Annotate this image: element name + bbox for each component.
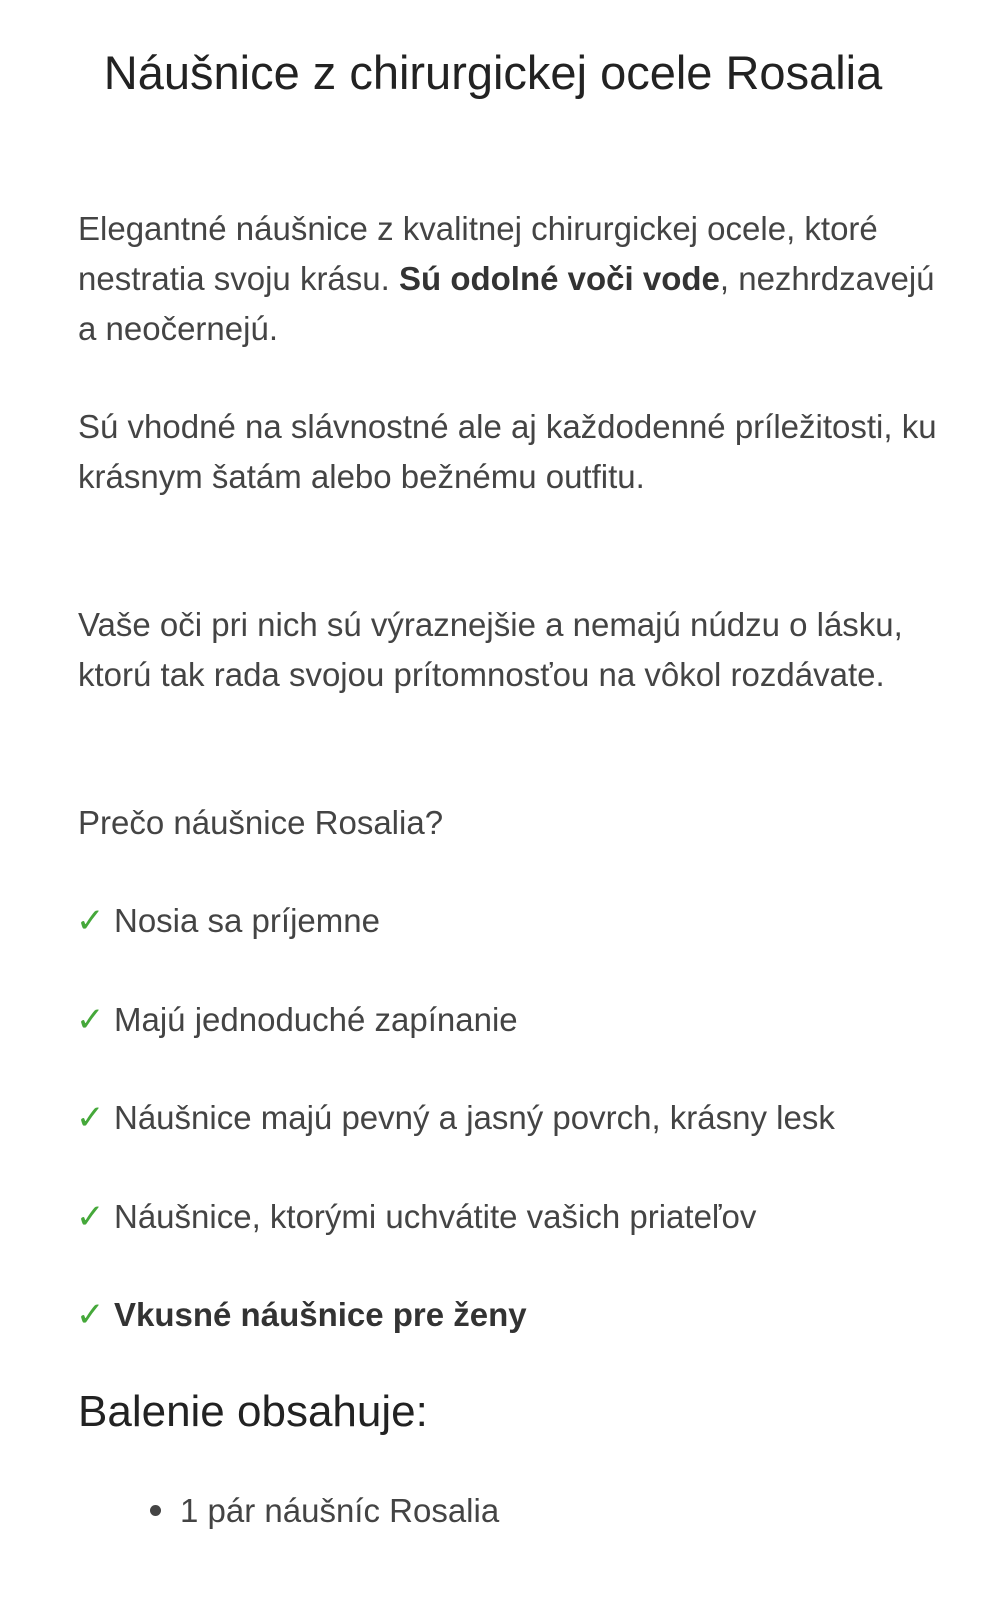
bullet-icon bbox=[150, 1505, 161, 1516]
benefit-text: Náušnice, ktorými uchvátite vašich priateľov bbox=[114, 1198, 757, 1235]
checkmark-icon: ✓ bbox=[76, 1197, 105, 1237]
benefit-item bbox=[76, 1093, 976, 1143]
description-bold-text: Sú odolné voči vode bbox=[398, 260, 720, 297]
benefits-intro: Prečo náušnice Rosalia? bbox=[78, 804, 444, 841]
benefit-text: Náušnice majú pevný a jasný povrch, krásny lesk bbox=[114, 1099, 835, 1136]
benefit-text: Nosia sa príjemne bbox=[114, 902, 380, 939]
description-text: Elegantné náušnice z kvalitnej chirurgickej ocele, ktoré nestratia svoju krásu. bbox=[78, 210, 878, 297]
description-text: , nezhrdzavejú a neočernejú. bbox=[78, 260, 935, 347]
package-heading: Balenie obsahuje: bbox=[78, 1387, 428, 1436]
checkmark-icon: ✓ bbox=[76, 901, 105, 941]
checkmark-icon: ✓ bbox=[76, 1295, 105, 1335]
description-paragraph-2: Sú vhodné na slávnostné ale aj každodenné príležitosti, ku krásnym šatám alebo bežnému outfitu. bbox=[78, 408, 937, 495]
benefit-text: Majú jednoduché zapínanie bbox=[114, 1001, 518, 1038]
benefit-item bbox=[76, 1192, 976, 1242]
benefit-item bbox=[76, 896, 976, 946]
checkmark-icon: ✓ bbox=[76, 1098, 105, 1138]
benefit-text: Vkusné náušnice pre ženy bbox=[114, 1296, 527, 1333]
description-paragraph-1 bbox=[78, 204, 938, 354]
benefit-item bbox=[76, 995, 976, 1045]
package-item-text: 1 pár náušníc Rosalia bbox=[180, 1492, 500, 1529]
description-paragraph-3: Vaše oči pri nich sú výraznejšie a nemajú núdzu o lásku, ktorú tak rada svojou prítomnosťou na vôkol rozdávate. bbox=[78, 606, 903, 693]
benefit-item bbox=[76, 1290, 976, 1340]
package-list-item bbox=[150, 1486, 499, 1536]
checkmark-icon: ✓ bbox=[76, 1000, 105, 1040]
product-title: Náušnice z chirurgickej ocele Rosalia bbox=[103, 46, 883, 99]
package-list bbox=[150, 1486, 499, 1536]
